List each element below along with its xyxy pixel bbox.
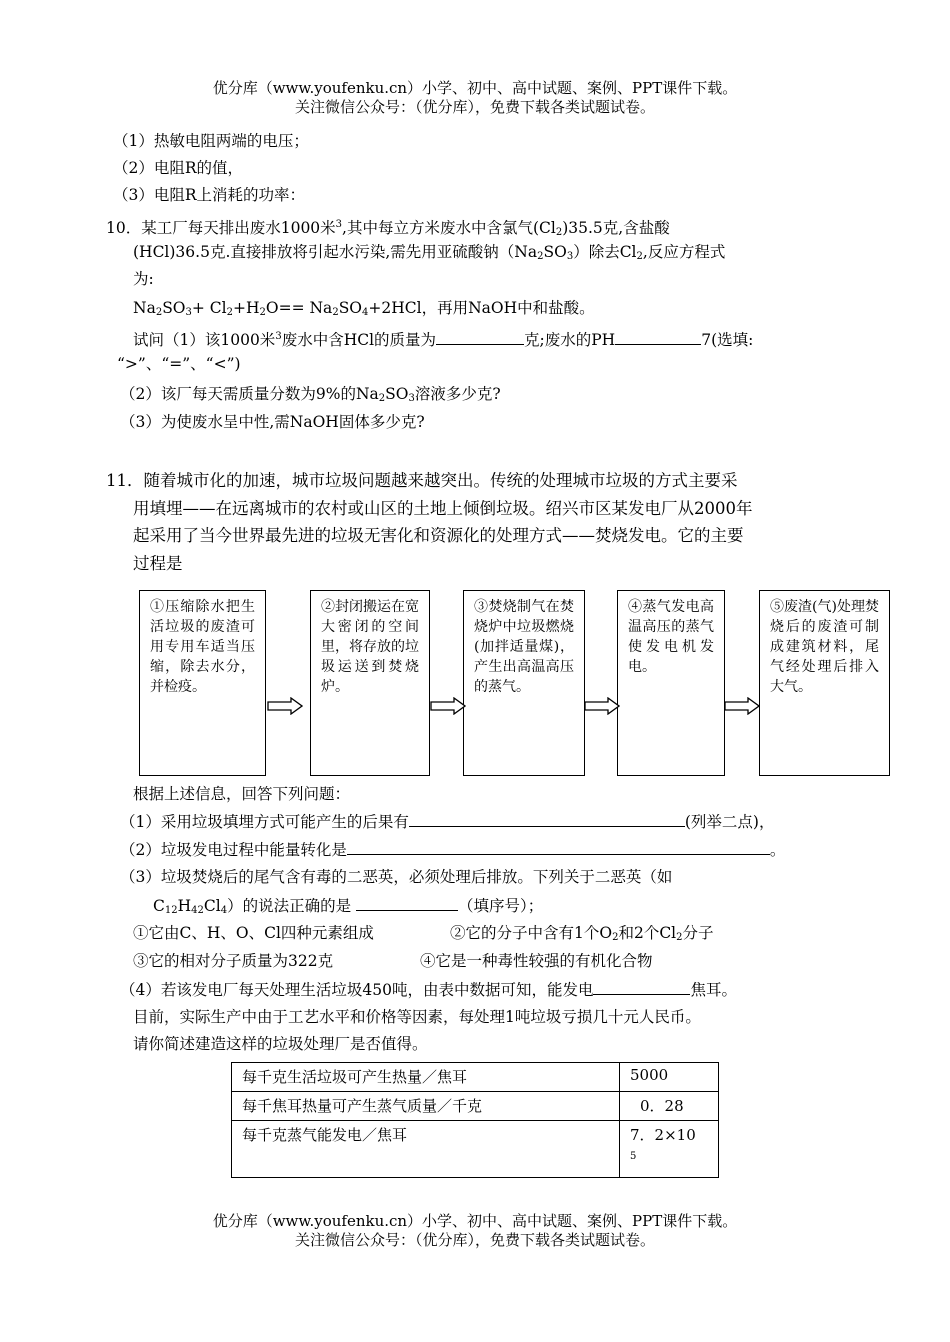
q10-line-3: 为: (133, 270, 154, 288)
table-label-cell: 每千克生活垃圾可产生热量／焦耳 (232, 1063, 620, 1092)
electricity-blank[interactable] (593, 978, 690, 995)
process-step-5: ⑤废渣(气)处理焚烧后的废渣可制成建筑材料，尾气经处理后排入大气。 (759, 590, 890, 776)
flow-arrow-icon (430, 697, 466, 715)
page-footer (0, 1212, 950, 1250)
footer-line-2: 关注微信公众号：（优分库），免费下载各类试题试卷。 (294, 1231, 655, 1249)
energy-conversion-blank[interactable] (347, 838, 770, 855)
q11-intro-2: 用填埋——在远离城市的农村或山区的土地上倾倒垃圾。绍兴市区某发电厂从2000年 (133, 499, 753, 518)
q9-part-1: （1）热敏电阻两端的电压； (113, 132, 309, 150)
q11-intro-1: 11．随着城市化的加速，城市垃圾问题越来越突出。传统的处理城市垃圾的方式主要采 (106, 471, 738, 490)
landfill-consequence-blank[interactable] (409, 810, 685, 827)
q11-ask-2: （2）垃圾发电过程中能量转化是 。 (120, 838, 785, 861)
page-header (0, 79, 950, 117)
q10-line-2: (HCl)36.5克.直接排放将引起水污染,需先用亚硫酸钠$(Na_2SO_3)$除去$Cl_2$,反应方程式 (133, 243, 726, 262)
table-row (232, 1121, 719, 1178)
header-line-2: 关注微信公众号：（优分库），免费下载各类试题试卷。 (294, 98, 655, 116)
q11-ask-4-line-2: 目前，实际生产中由于工艺水平和价格等因素，每处理1吨垃圾亏损几十元人民币。 (133, 1008, 701, 1026)
process-step-4: ④蒸气发电高温高压的蒸气使发电机发电。 (617, 590, 725, 776)
table-value-cell: 0．28 (620, 1092, 719, 1121)
q11-option-4: ④它是一种毒性较强的有机化合物 (420, 952, 653, 970)
process-step-3: ③焚烧制气在焚烧炉中垃圾燃烧(加拌适量煤)，产生出高温高压的蒸气。 (463, 590, 585, 776)
q11-lead: 根据上述信息，回答下列问题： (133, 785, 351, 803)
q11-option-1: ①它由C、H、O、Cl四种元素组成 (133, 924, 374, 942)
footer-line-1: 优分库（www.youfenku.cn）小学、初中、高中试题、案例、PPT课件下载。 (212, 1212, 738, 1230)
q11-ask-3-line-2: $C_{12}H_{42}Cl_4$）的说法正确的是 （填序号）； (153, 894, 543, 922)
process-step-1: ①压缩除水把生活垃圾的废渣可用专用车适当压缩，除去水分，并检疫。 (139, 590, 266, 776)
q11-ask-3-line-1: （3）垃圾焚烧后的尾气含有毒的二恶英，必须处理后排放。下列关于二恶英（如 (120, 868, 673, 886)
table-label-cell: 每千克蒸气能发电／焦耳 (232, 1121, 620, 1178)
table-value-cell: 5000 (620, 1063, 719, 1092)
flow-arrow-icon (724, 697, 760, 715)
q9-part-3: （3）电阻R上消耗的功率： (113, 186, 306, 204)
header-line-1: 优分库（www.youfenku.cn）小学、初中、高中试题、案例、PPT课件下载。 (212, 79, 738, 97)
q10-equation: $Na_2SO_3+ Cl_2+H_2O== Na_2SO_4+2HCl$，再用NaOH中和盐酸。 (133, 299, 595, 318)
energy-data-table (231, 1062, 719, 1178)
q11-ask-1: （1）采用垃圾填埋方式可能产生的后果有 (列举二点)， (120, 810, 774, 833)
q11-option-2: ②它的分子中含有1个$O_2$和2个$Cl_2$分子 (450, 924, 714, 943)
q10-ask-1: 试问（1）该1000米$^3$废水中含HCl的质量为 克;废水的PH 7(选填: (133, 326, 753, 351)
q10-line-1: 10．某工厂每天排出废水1000米$^3$,其中每立方米废水中含氯气$(Cl_2)35.5$克,含盐酸 (106, 219, 670, 238)
ph-blank[interactable] (615, 328, 701, 345)
process-step-2: ②封闭搬运在宽大密闭的空间里，将存放的垃圾运送到焚烧炉。 (310, 590, 430, 776)
q9-part-2: （2）电阻R的值， (113, 159, 244, 177)
flow-arrow-icon (584, 697, 620, 715)
q11-option-3: ③它的相对分子质量为322克 (133, 952, 334, 970)
q11-intro-4: 过程是 (133, 554, 183, 573)
q10-ask-3: （3）为使废水呈中性,需NaOH固体多少克? (120, 413, 425, 431)
hcl-mass-blank[interactable] (436, 328, 524, 345)
table-value-cell: 7．2×10 5 (620, 1121, 719, 1178)
dioxin-answer-blank[interactable] (356, 894, 458, 911)
table-label-cell: 每千焦耳热量可产生蒸气质量／千克 (232, 1092, 620, 1121)
q10-ask-2: （2）该厂每天需质量分数为9%的$Na_2SO_3$溶液多少克? (120, 385, 501, 404)
q11-ask-4-line-1: （4）若该发电厂每天处理生活垃圾450吨，由表中数据可知，能发电 焦耳。 (120, 978, 737, 1001)
table-row (232, 1092, 719, 1121)
q11-intro-3: 起采用了当今世界最先进的垃圾无害化和资源化的处理方式——焚烧发电。它的主要 (133, 526, 744, 545)
q11-ask-4-line-3: 请你简述建造这样的垃圾处理厂是否值得。 (133, 1035, 428, 1053)
flow-arrow-icon (267, 697, 303, 715)
table-row (232, 1063, 719, 1092)
q10-ask-1-options: “>”、“=”、“<”) (117, 355, 241, 373)
